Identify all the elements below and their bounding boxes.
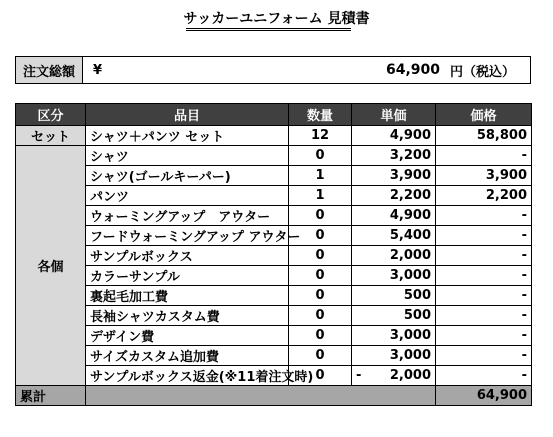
unit-price-cell [352, 186, 436, 206]
item-name: フードウォーミングアップ アウター [86, 226, 289, 246]
table-row [16, 326, 532, 346]
quantity-cell[interactable]: 1 [289, 186, 352, 206]
quantity-cell[interactable]: 0 [289, 346, 352, 366]
unit-price-value: 3,900 [389, 168, 431, 183]
unit-price-value: 500 [403, 308, 431, 323]
unit-price-cell [352, 226, 436, 246]
quantity-cell[interactable]: 1 [289, 166, 352, 186]
quantity-cell[interactable]: 0 [289, 226, 352, 246]
table-row [16, 166, 532, 186]
unit-price-value: 3,000 [389, 348, 431, 363]
unit-price-value: 2,000 [389, 368, 431, 383]
unit-price-value: 2,000 [389, 248, 431, 263]
unit-price-value: 3,000 [389, 268, 431, 283]
item-name: シャツ＋パンツ セット [86, 126, 289, 146]
table-row [16, 366, 532, 386]
table-row [16, 226, 532, 246]
item-name: サンプルボックス返金(※11着注文時) [86, 366, 289, 386]
quantity-cell[interactable]: 0 [289, 146, 352, 166]
header-unit-price: 単価 [352, 104, 436, 126]
price-cell: - [436, 246, 532, 266]
header-quantity: 数量 [289, 104, 352, 126]
unit-price-value: 3,000 [389, 328, 431, 343]
unit-price-value: 4,900 [389, 208, 431, 223]
unit-price-cell [352, 206, 436, 226]
table-row-total [16, 386, 532, 406]
unit-price-value: 3,200 [389, 148, 431, 163]
category-set: セット [16, 126, 86, 146]
page-title: サッカーユニフォーム 見積書 [183, 11, 370, 27]
item-name: シャツ [86, 146, 289, 166]
quantity-cell[interactable]: 0 [289, 326, 352, 346]
total-label: 累計 [16, 386, 86, 406]
price-cell: - [436, 146, 532, 166]
quantity-cell[interactable]: 0 [289, 306, 352, 326]
quantity-cell[interactable]: 0 [289, 286, 352, 306]
negative-sign: - [356, 368, 362, 383]
unit-price-cell [352, 266, 436, 286]
item-name: サンプルボックス [86, 246, 289, 266]
price-cell: 2,200 [436, 186, 532, 206]
unit-price-value: 5,400 [389, 228, 431, 243]
item-name: カラーサンプル [86, 266, 289, 286]
price-cell: - [436, 306, 532, 326]
table-row [16, 146, 532, 166]
table-row [16, 286, 532, 306]
table-row [16, 186, 532, 206]
unit-price-cell [352, 366, 436, 386]
unit-price-cell [352, 166, 436, 186]
item-name: パンツ [86, 186, 289, 206]
price-cell: - [436, 226, 532, 246]
total-price: 64,900 [436, 386, 532, 406]
category-individual: 各個 [16, 146, 86, 386]
title-underline-double [186, 30, 351, 31]
table-row [16, 266, 532, 286]
table-row [16, 346, 532, 366]
header-price: 価格 [436, 104, 532, 126]
item-name: 裏起毛加工費 [86, 286, 289, 306]
quantity-cell[interactable]: 0 [289, 206, 352, 226]
price-cell: - [436, 266, 532, 286]
order-total-label: 注文総額 [16, 57, 83, 83]
unit-price-cell [352, 246, 436, 266]
quantity-cell[interactable]: 0 [289, 366, 352, 386]
quantity-cell[interactable]: 0 [289, 246, 352, 266]
table-row [16, 246, 532, 266]
unit-price-cell: 4,900 [352, 126, 436, 146]
header-item: 品目 [86, 104, 289, 126]
order-total-suffix: 円（税込） [450, 64, 516, 80]
unit-price-cell [352, 326, 436, 346]
price-cell: 58,800 [436, 126, 532, 146]
table-row-set [16, 126, 532, 146]
currency-symbol: ¥ [93, 62, 103, 78]
table-row [16, 306, 532, 326]
item-name: ウォーミングアップ アウター [86, 206, 289, 226]
unit-price-cell [352, 306, 436, 326]
table-header-row [16, 104, 532, 126]
unit-price-value: 2,200 [389, 188, 431, 203]
table-row [16, 206, 532, 226]
price-cell: 3,900 [436, 166, 532, 186]
unit-price-cell [352, 286, 436, 306]
estimate-table [15, 103, 532, 406]
price-cell: - [436, 346, 532, 366]
header-category: 区分 [16, 104, 86, 126]
unit-price-value: 500 [403, 288, 431, 303]
item-name: デザイン費 [86, 326, 289, 346]
order-total-amount: 64,900 [385, 62, 440, 78]
price-cell: - [436, 286, 532, 306]
price-cell: - [436, 326, 532, 346]
item-name: 長袖シャツカスタム費 [86, 306, 289, 326]
quantity-cell[interactable]: 0 [289, 266, 352, 286]
total-spacer [86, 386, 436, 406]
item-name: サイズカスタム追加費 [86, 346, 289, 366]
order-total-box [15, 56, 531, 84]
unit-price-cell [352, 146, 436, 166]
price-cell: - [436, 206, 532, 226]
unit-price-cell [352, 346, 436, 366]
item-name: シャツ(ゴールキーパー) [86, 166, 289, 186]
quantity-cell[interactable]: 12 [289, 126, 352, 146]
price-cell: - [436, 366, 532, 386]
title-underline [186, 28, 351, 29]
